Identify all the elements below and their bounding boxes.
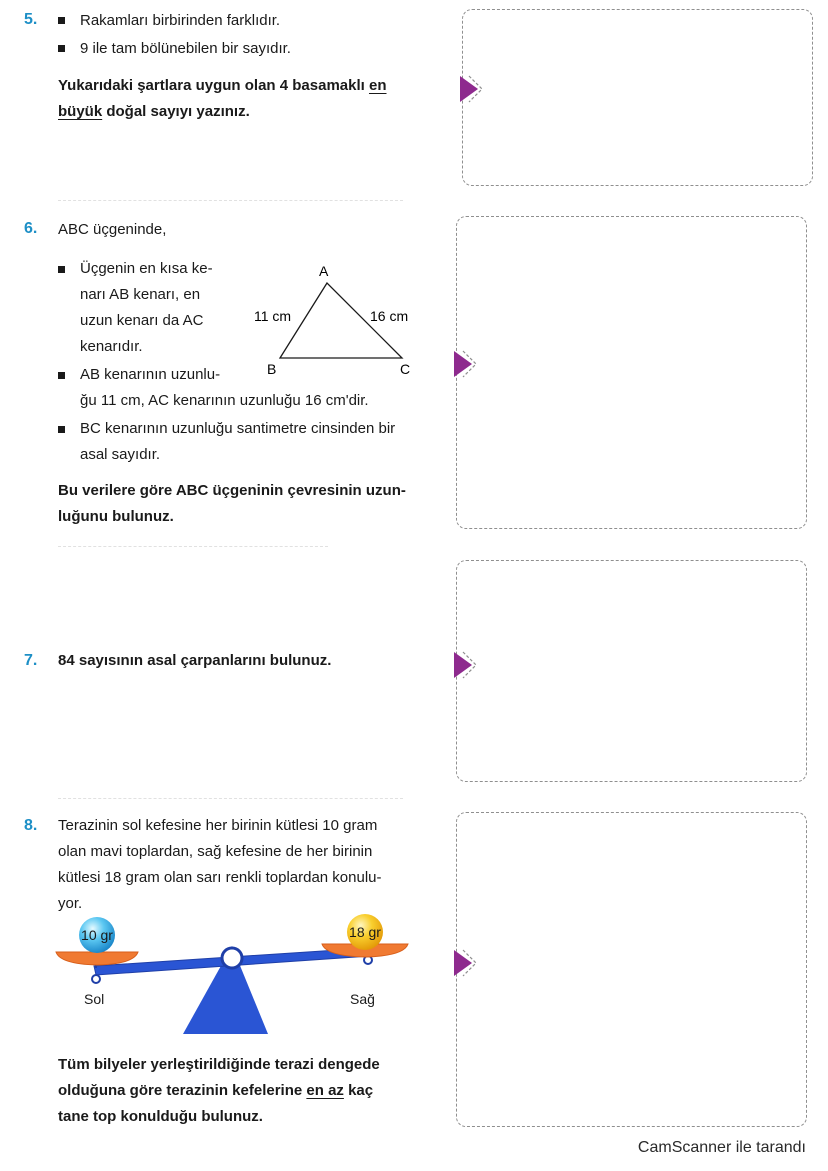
scanner-watermark: CamScanner ile tarandı [637, 1139, 806, 1156]
q5-prompt-text: doğal sayıyı yazınız. [102, 103, 250, 120]
vertex-c-label: C [400, 361, 411, 377]
q6-prompt-line1: Bu verilere göre ABC üçgeninin çevresinin uzun- [58, 482, 406, 499]
q8-statement-line: kütlesi 18 gram olan sarı renkli toplardan konulu- [58, 869, 382, 886]
bullet-icon [58, 372, 65, 379]
q5-prompt [58, 73, 418, 125]
right-side-label: Sağ [350, 991, 375, 1007]
divider [58, 200, 403, 201]
bullet-icon [58, 17, 65, 24]
divider [58, 546, 328, 547]
side-ab-label: 11 cm [254, 308, 292, 324]
q7-answer-box[interactable] [456, 560, 807, 782]
bullet-icon [58, 45, 65, 52]
q8-statement-line: olan mavi toplardan, sağ kefesine de her birinin [58, 843, 373, 860]
q8-prompt-line: tane top konulduğu bulunuz. [58, 1108, 263, 1125]
pointer-arrow-icon [458, 74, 484, 104]
q5-condition-2: 9 ile tam bölünebilen bir sayıdır. [80, 40, 291, 57]
bullet-icon [58, 426, 65, 433]
q6-condition-1-line: Üçgenin en kısa ke- [80, 260, 213, 277]
yellow-ball-label: 18 gr [349, 924, 381, 940]
q6-condition-1-line: kenarıdır. [80, 338, 143, 355]
pointer-arrow-icon [452, 948, 478, 978]
q8-statement [58, 813, 418, 917]
q6-condition-2-line2: ğu 11 cm, AC kenarının uzunluğu 16 cm'dir. [80, 392, 369, 409]
q6-condition-1 [80, 256, 235, 360]
q8-prompt [58, 1052, 418, 1130]
q8-prompt-text: kaç [343, 1082, 374, 1099]
q5-prompt-emphasis: büyük [58, 103, 103, 120]
scale-pivot [222, 948, 242, 968]
bullet-icon [58, 266, 65, 273]
q5-answer-box[interactable] [462, 9, 813, 186]
side-ac-label: 16 cm [370, 308, 409, 324]
vertex-a-label: A [319, 263, 329, 279]
q8-prompt-emphasis: en az [306, 1082, 344, 1099]
q6-condition-1-line: uzun kenarı da AC [80, 312, 204, 329]
triangle-abc-diagram [240, 258, 420, 383]
question-6-number: 6. [24, 220, 38, 237]
q8-statement-line: Terazinin sol kefesine her birinin kütlesi 10 gram [58, 817, 378, 834]
question-5-number: 5. [24, 11, 38, 28]
q8-answer-box[interactable] [456, 812, 807, 1127]
q7-prompt: 84 sayısının asal çarpanlarını bulunuz. [58, 652, 332, 669]
q6-condition-3-line1: BC kenarının uzunluğu santimetre cinsinden bir [80, 420, 396, 437]
q5-condition-1: Rakamları birbirinden farklıdır. [80, 12, 281, 29]
left-pan [56, 952, 138, 965]
q8-prompt-line: Tüm bilyeler yerleştirildiğinde terazi dengede [58, 1056, 380, 1073]
q5-prompt-emphasis: en [368, 77, 387, 94]
q5-prompt-text: Yukarıdaki şartlara uygun olan 4 basamaklı [58, 77, 369, 94]
q6-answer-box[interactable] [456, 216, 807, 529]
divider [58, 798, 403, 799]
pointer-arrow-icon [452, 349, 478, 379]
question-8-number: 8. [24, 817, 38, 834]
vertex-b-label: B [267, 361, 277, 377]
question-7-number: 7. [24, 652, 38, 669]
q6-condition-2-line1: AB kenarının uzunlu- [80, 366, 221, 383]
blue-ball-label: 10 gr [81, 927, 113, 943]
q8-prompt-text: olduğuna göre terazinin kefelerine [58, 1082, 307, 1099]
balance-scale-diagram [50, 908, 420, 1040]
q6-condition-3-line2: asal sayıdır. [80, 446, 161, 463]
q6-prompt-line2: luğunu bulunuz. [58, 508, 174, 525]
q6-condition-1-line: narı AB kenarı, en [80, 286, 201, 303]
left-side-label: Sol [84, 991, 105, 1007]
left-hook [92, 975, 100, 983]
q8-statement-line: yor. [58, 895, 83, 912]
pointer-arrow-icon [452, 650, 478, 680]
q6-intro: ABC üçgeninde, [58, 221, 167, 238]
